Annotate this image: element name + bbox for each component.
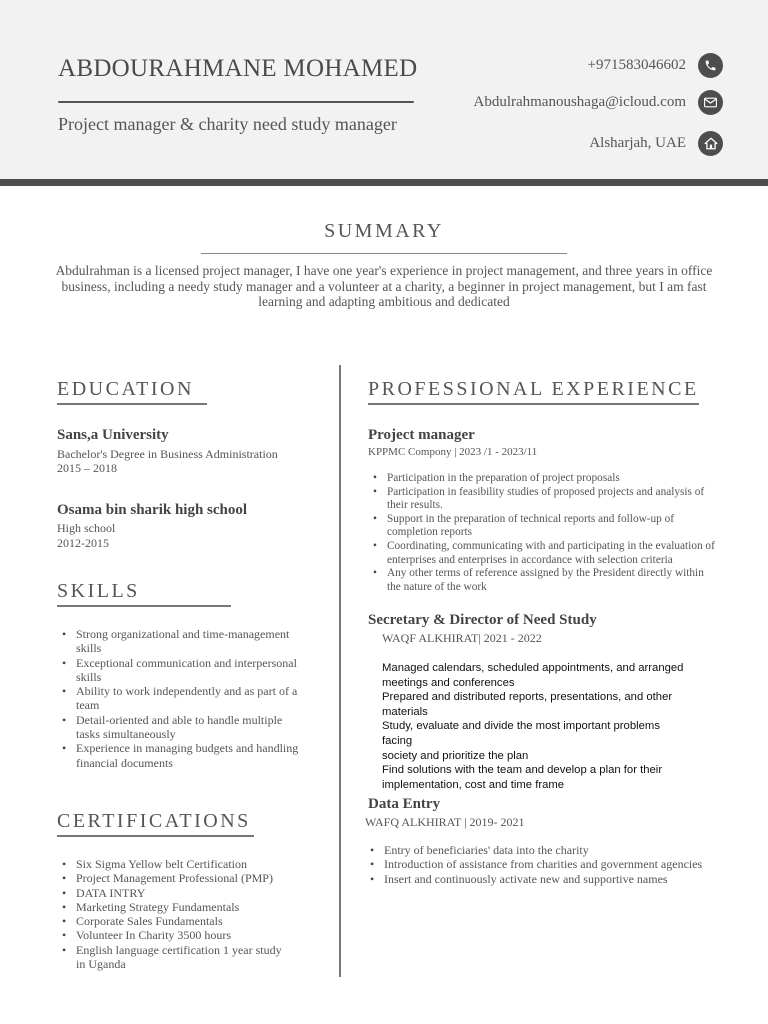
list-item: • English language certification 1 year study in Uganda (58, 943, 288, 972)
job-meta: KPPMC Compony | 2023 /1 - 2023/11 (368, 446, 538, 458)
job-description-line: materials (382, 705, 428, 718)
list-item: • Support in the preparation of technical reports and follow-up of completion reports (369, 513, 719, 540)
job-description-line: Find solutions with the team and develop a plan for their (382, 764, 663, 777)
job-bullets (369, 472, 719, 594)
home-icon (698, 131, 723, 156)
list-item: • Coordinating, communicating with and participating in the evaluation of enterprises and enterprises in accordance with selection criteria (369, 540, 719, 567)
job-description-line: Managed calendars, scheduled appointments, and arranged (382, 662, 684, 674)
job-description-line: society and prioritize the plan (382, 749, 529, 762)
applicant-job-title: Project manager & charity need study manager (58, 114, 397, 134)
summary-heading: SUMMARY (324, 220, 444, 242)
list-item: • Strong organizational and time-management skills (58, 627, 302, 656)
contact-email (473, 90, 723, 115)
job-bullets (366, 843, 716, 886)
list-item: • Participation in feasibility studies of proposed projects and analysis of their results. (369, 486, 719, 513)
education-years: 2015 – 2018 (57, 461, 117, 475)
education-heading: EDUCATION (57, 378, 194, 400)
phone-icon (698, 53, 723, 78)
list-item: • Marketing Strategy Fundamentals (58, 900, 288, 914)
job-description-line: implementation, cost and time frame (382, 778, 565, 791)
job-description (382, 661, 722, 792)
envelope-icon (698, 90, 723, 115)
list-item: • Detail-oriented and able to handle multiple tasks simultaneously (58, 713, 302, 742)
contact-phone (588, 53, 723, 78)
list-item: • Six Sigma Yellow belt Certification (58, 857, 288, 871)
list-item: • Volunteer In Charity 3500 hours (58, 928, 288, 942)
list-item: • Any other terms of reference assigned by the President directly within the nature of the work (369, 567, 719, 594)
education-school: Osama bin sharik high school (57, 502, 248, 518)
list-item: • Project Management Professional (PMP) (58, 871, 288, 885)
list-item: • DATA INTRY (58, 886, 288, 900)
skills-list (58, 627, 302, 770)
education-years: 2012-2015 (57, 536, 109, 550)
contact-location (589, 131, 723, 156)
job-role: Project manager (368, 427, 475, 443)
certifications-heading: CERTIFICATIONS (57, 810, 251, 832)
job-description-line: Study, evaluate and divide the most important problems (382, 720, 660, 733)
list-item: • Participation in the preparation of project proposals (369, 472, 719, 486)
summary-text: Abdulrahman is a licensed project manager, I have one year's experience in project management, and three years in office business, including a needy study manager and a volunteer at a charity, a beginner in project management, but I am fast learning and adapting ambitious and dedicated (55, 263, 713, 310)
applicant-name: ABDOURAHMANE MOHAMED (58, 55, 418, 82)
location-text: Alsharjah, UAE (589, 135, 686, 151)
list-item: • Corporate Sales Fundamentals (58, 914, 288, 928)
email-text[interactable]: Abdulrahmanoushaga@icloud.com (473, 94, 686, 110)
list-item: • Entry of beneficiaries' data into the charity (366, 843, 716, 857)
job-meta: WAFQ ALKHIRAT | 2019- 2021 (365, 815, 525, 829)
certifications-underline (57, 835, 254, 837)
job-meta: WAQF ALKHIRAT| 2021 - 2022 (382, 631, 542, 645)
list-item: • Insert and continuously activate new and supportive names (366, 872, 716, 886)
phone-text: +971583046602 (587, 57, 686, 73)
education-school: Sans,a University (57, 427, 169, 443)
experience-heading: PROFESSIONAL EXPERIENCE (368, 378, 699, 400)
column-divider (339, 365, 341, 977)
list-item: • Experience in managing budgets and handling financial documents (58, 741, 302, 770)
name-underline (58, 101, 414, 103)
certifications-list (58, 857, 288, 971)
list-item: • Ability to work independently and as part of a team (58, 684, 302, 713)
header-bottom-bar (0, 179, 768, 186)
job-role: Data Entry (368, 796, 441, 812)
resume-header (0, 0, 768, 179)
skills-underline (57, 605, 231, 607)
job-description-line: facing (382, 734, 413, 747)
summary-underline (201, 253, 567, 254)
job-description-line: Prepared and distributed reports, presentations, and other (382, 691, 673, 704)
list-item: • Exceptional communication and interpersonal skills (58, 656, 302, 685)
list-item: • Introduction of assistance from charities and government agencies (366, 857, 716, 871)
job-description-line: meetings and conferences (382, 676, 515, 689)
job-role: Secretary & Director of Need Study (368, 612, 597, 628)
education-degree: Bachelor's Degree in Business Administration (57, 447, 278, 461)
education-degree: High school (57, 521, 116, 535)
education-underline (57, 403, 207, 405)
skills-heading: SKILLS (57, 580, 140, 602)
experience-underline (368, 403, 699, 405)
